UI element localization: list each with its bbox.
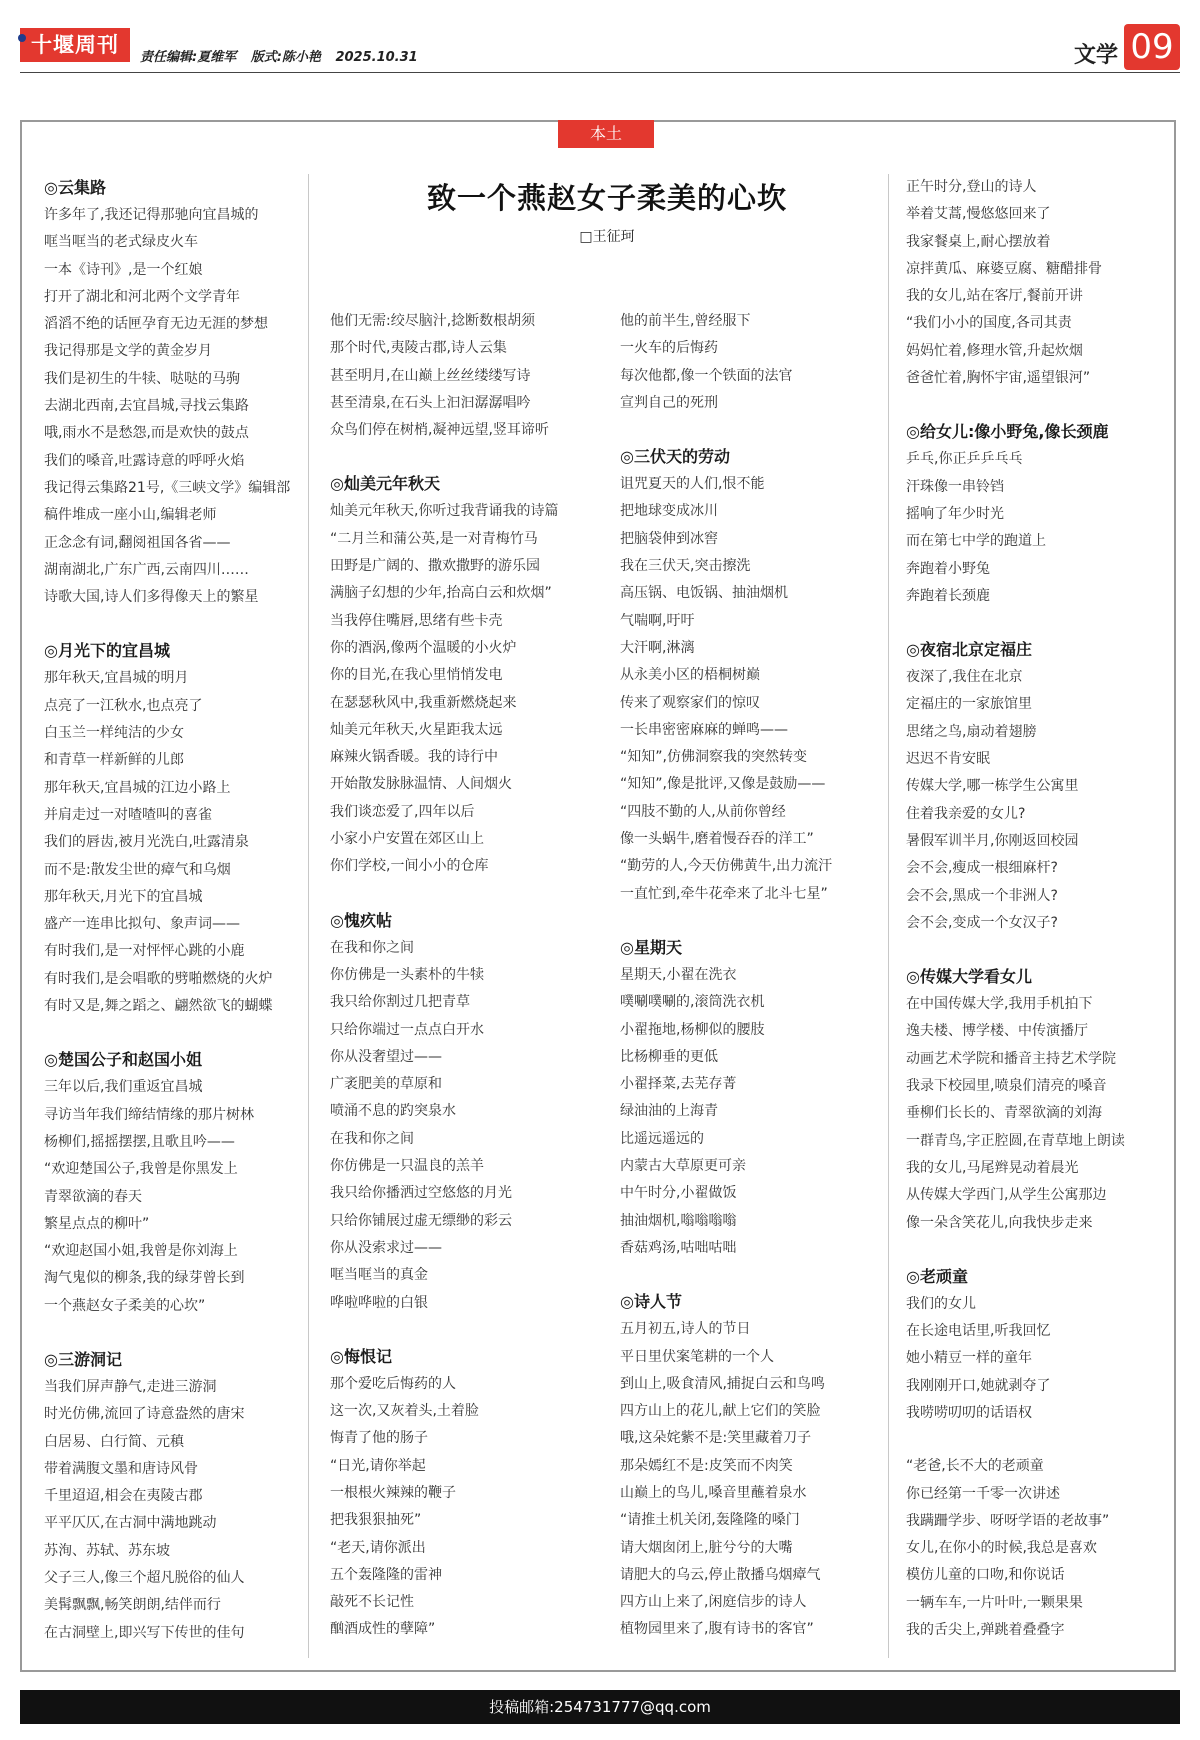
poem-line: 有时又是,舞之蹈之、翩然欲飞的蝴蝶 bbox=[44, 998, 273, 1015]
poem-line: 白居易、白行简、元稹 bbox=[44, 1433, 184, 1450]
poem-line: 我们的唇齿,被月光洗白,吐露清泉 bbox=[44, 834, 249, 851]
poem-block bbox=[906, 636, 1161, 937]
poem-line: 传来了观察家们的惊叹 bbox=[620, 694, 760, 711]
poem-line: 把我狠狠抽死” bbox=[330, 1512, 422, 1529]
poem-line: 气喘啊,吁吁 bbox=[620, 612, 695, 629]
poem-line: 一长串密密麻麻的蝉鸣—— bbox=[620, 721, 788, 738]
poem-line: 满脑子幻想的少年,抬高白云和炊烟” bbox=[330, 585, 552, 602]
column-4 bbox=[906, 174, 1161, 1670]
poem-line: 时光仿佛,流回了诗意盎然的唐宋 bbox=[44, 1406, 245, 1423]
poem-line: 而在第七中学的跑道上 bbox=[906, 533, 1046, 550]
poem-line: 一直忙到,牵牛花牵来了北斗七星” bbox=[620, 885, 828, 902]
poem-line: 中午时分,小翟做饭 bbox=[620, 1185, 737, 1202]
poem-line: 和青草一样新鲜的儿郎 bbox=[44, 752, 184, 769]
poem-line: 夜深了,我住在北京 bbox=[906, 669, 1023, 686]
poem-line: 哦,这朵姹紫不是:笑里藏着刀子 bbox=[620, 1430, 812, 1447]
poem-line: 凉拌黄瓜、麻婆豆腐、糖醋排骨 bbox=[906, 260, 1102, 277]
poem-line: 青翠欲滴的春天 bbox=[44, 1188, 142, 1205]
poem-line: “知知”,像是批评,又像是鼓励—— bbox=[620, 776, 826, 793]
poem-line: 一个燕赵女子柔美的心坎” bbox=[44, 1297, 206, 1314]
editor-info bbox=[140, 46, 428, 65]
poem-block bbox=[330, 308, 590, 444]
poem-line: 从传媒大学西门,从学生公寓那边 bbox=[906, 1187, 1107, 1204]
poem-block bbox=[906, 174, 1161, 392]
poem-line: 妈妈忙着,修理水管,升起炊烟 bbox=[906, 342, 1083, 359]
poem-line: 这一次,又灰着头,土着脸 bbox=[330, 1403, 479, 1420]
poem-block bbox=[906, 1453, 1161, 1644]
poem-line: 湖南湖北,广东广西,云南四川…… bbox=[44, 561, 249, 578]
poem-line: 在中国传媒大学,我用手机拍下 bbox=[906, 996, 1093, 1013]
section-name: 文学 bbox=[1073, 43, 1118, 68]
poem-line: “四肢不勤的人,从前你曾经 bbox=[620, 803, 786, 820]
poem-line: 酗酒成性的孽障” bbox=[330, 1621, 436, 1638]
poem-line: 杨柳们,摇摇摆摆,且歌且吟—— bbox=[44, 1133, 235, 1150]
poem-line: 我在三伏天,突击擦洗 bbox=[620, 558, 751, 575]
poem-line: 抽油烟机,嗡嗡嗡嗡 bbox=[620, 1212, 737, 1229]
poem-block bbox=[620, 308, 880, 417]
poem-line: 我记得云集路21号,《三峡文学》编辑部 bbox=[44, 479, 291, 496]
poem-block bbox=[330, 1343, 590, 1644]
poem-line: 汗珠像一串铃铛 bbox=[906, 478, 1004, 495]
poem-line: 一群青鸟,字正腔圆,在青草地上朗读 bbox=[906, 1132, 1125, 1149]
poem-title: ◎三游洞记 bbox=[44, 1349, 122, 1369]
poem-line: 滔滔不绝的话匣孕育无边无涯的梦想 bbox=[44, 316, 268, 333]
poem-block bbox=[44, 174, 294, 611]
poem-line: 寻访当年我们缔结情缘的那片树林 bbox=[44, 1106, 254, 1123]
poem-line: 在我和你之间 bbox=[330, 1130, 414, 1147]
poem-line: 女儿,在你小的时候,我总是喜欢 bbox=[906, 1540, 1097, 1557]
poem-line: 奔跑着长颈鹿 bbox=[906, 587, 990, 604]
poem-line: 灿美元年秋天,火星距我太远 bbox=[330, 721, 503, 738]
poem-block bbox=[620, 934, 880, 1262]
poem-line: 四方山上来了,闲庭信步的诗人 bbox=[620, 1594, 807, 1611]
issue-date: 2025.10.31 bbox=[335, 50, 418, 65]
poem-line: 从永美小区的梧桐树巅 bbox=[620, 667, 760, 684]
poem-line: 一根根火辣辣的鞭子 bbox=[330, 1484, 456, 1501]
poem-line: 你的目光,在我心里悄悄发电 bbox=[330, 667, 503, 684]
poem-line: 我只给你割过几把青草 bbox=[330, 994, 470, 1011]
poem-line: 会不会,瘦成一根细麻杆? bbox=[906, 860, 1058, 877]
poem-line: 把地球变成冰川 bbox=[620, 503, 718, 520]
poem-line: “我们小小的国度,各司其责 bbox=[906, 315, 1072, 332]
poem-line: 动画艺术学院和播音主持艺术学院 bbox=[906, 1050, 1116, 1067]
poem-line: 你的酒涡,像两个温暖的小火炉 bbox=[330, 639, 517, 656]
poem-line: 美髯飘飘,畅笑朗朗,结伴而行 bbox=[44, 1597, 221, 1614]
poem-line: 只给你铺展过虚无缥缈的彩云 bbox=[330, 1212, 512, 1229]
poem-line: 平平仄仄,在古洞中满地跳动 bbox=[44, 1515, 217, 1532]
poem-block bbox=[330, 907, 590, 1317]
poem-line: 苏洵、苏轼、苏东坡 bbox=[44, 1542, 170, 1559]
poem-line: 哐当哐当的老式绿皮火车 bbox=[44, 234, 198, 251]
poem-line: 平日里伏案笔耕的一个人 bbox=[620, 1348, 774, 1365]
poem-line: 喷涌不息的趵突泉水 bbox=[330, 1103, 456, 1120]
layout-name: 版式:陈小艳 bbox=[250, 50, 321, 65]
poem-line: 灿美元年秋天,你听过我背诵我的诗篇 bbox=[330, 503, 559, 520]
poem-line: 他的前半生,曾经服下 bbox=[620, 313, 751, 329]
poem-line: 打开了湖北和河北两个文学青年 bbox=[44, 288, 240, 305]
content-frame bbox=[20, 120, 1176, 1672]
poem-block bbox=[620, 1288, 880, 1644]
poem-line: 正念念有词,翻阅祖国各省—— bbox=[44, 534, 231, 551]
poem-block bbox=[44, 1346, 294, 1647]
poem-line: 你从没索求过—— bbox=[330, 1239, 442, 1256]
poem-line: “日光,请你举起 bbox=[330, 1457, 426, 1474]
poem-line: 正午时分,登山的诗人 bbox=[906, 179, 1037, 195]
poem-line: 比遥远遥远的 bbox=[620, 1130, 704, 1147]
poem-block bbox=[906, 963, 1161, 1237]
poem-title: ◎星期天 bbox=[620, 937, 682, 957]
poem-line: 请肥大的乌云,停止散播乌烟瘴气 bbox=[620, 1566, 821, 1583]
poem-line: 我唠唠叨叨的话语权 bbox=[906, 1404, 1032, 1421]
poem-title: ◎月光下的宜昌城 bbox=[44, 641, 170, 661]
poem-line: 像一头蜗牛,磨着慢吞吞的洋工” bbox=[620, 831, 814, 848]
poem-line: 淘气鬼似的柳条,我的绿芽曾长到 bbox=[44, 1270, 245, 1287]
poem-line: 比杨柳垂的更低 bbox=[620, 1048, 718, 1065]
poem-title: ◎楚国公子和赵国小姐 bbox=[44, 1050, 202, 1070]
poem-line: 把脑袋伸到冰窖 bbox=[620, 530, 718, 547]
poem-line: 一辆车车,一片叶叶,一颗果果 bbox=[906, 1594, 1083, 1611]
poem-line: 开始散发脉脉温情、人间烟火 bbox=[330, 776, 512, 793]
column-3 bbox=[620, 308, 880, 1670]
poem-line: 去湖北西南,去宜昌城,寻找云集路 bbox=[44, 398, 249, 415]
header-divider bbox=[20, 72, 1180, 73]
poem-line: 你们学校,一间小小的仓库 bbox=[330, 858, 489, 875]
poem-title: ◎老顽童 bbox=[906, 1266, 968, 1286]
poem-line: 在长途电话里,听我回忆 bbox=[906, 1323, 1051, 1340]
poem-title: ◎悔恨记 bbox=[330, 1346, 392, 1366]
poem-line: 千里迢迢,相会在夷陵古郡 bbox=[44, 1488, 203, 1505]
poem-line: 你仿佛是一只温良的羔羊 bbox=[330, 1158, 484, 1175]
poem-line: 那年秋天,月光下的宜昌城 bbox=[44, 888, 203, 905]
poem-line: 传媒大学,哪一栋学生公寓里 bbox=[906, 778, 1079, 795]
poem-block bbox=[44, 637, 294, 1020]
poem-line: 点亮了一江秋水,也点亮了 bbox=[44, 697, 203, 714]
poem-line: 举着艾蒿,慢悠悠回来了 bbox=[906, 206, 1051, 223]
poem-line: 五月初五,诗人的节日 bbox=[620, 1321, 751, 1338]
poem-line: 山巅上的鸟儿,嗓音里蘸着泉水 bbox=[620, 1484, 807, 1501]
poem-line: 每次他都,像一个铁面的法官 bbox=[620, 367, 793, 384]
poem-line: 我记得那是文学的黄金岁月 bbox=[44, 343, 212, 360]
poem-title: ◎灿美元年秋天 bbox=[330, 474, 440, 494]
submission-email-footer: 投稿邮箱:254731777@qq.com bbox=[20, 1690, 1180, 1724]
column-2 bbox=[330, 308, 590, 1670]
poem-line: 而不是:散发尘世的瘴气和乌烟 bbox=[44, 861, 231, 878]
poem-line: 小翟拖地,杨柳似的腰肢 bbox=[620, 1021, 765, 1038]
poem-line: “勤劳的人,今天仿佛黄牛,出力流汗 bbox=[620, 858, 833, 875]
poem-line: 白玉兰一样纯洁的少女 bbox=[44, 725, 184, 742]
column-1 bbox=[44, 174, 294, 1673]
page-number: 09 bbox=[1124, 24, 1180, 70]
poem-block bbox=[906, 1263, 1161, 1427]
poem-line: 高压锅、电饭锅、抽油烟机 bbox=[620, 585, 788, 602]
poem-line: 广袤肥美的草原和 bbox=[330, 1076, 442, 1093]
poem-line: 在古洞壁上,即兴写下传世的佳句 bbox=[44, 1624, 245, 1641]
poem-line: “欢迎赵国小姐,我曾是你刘海上 bbox=[44, 1243, 238, 1260]
poem-line: 诅咒夏天的人们,恨不能 bbox=[620, 476, 765, 493]
page-header bbox=[20, 24, 1180, 72]
poem-line: 我们是初生的牛犊、哒哒的马驹 bbox=[44, 370, 240, 387]
poem-title: ◎三伏天的劳动 bbox=[620, 447, 730, 467]
poem-line: 有时我们,是一对怦怦心跳的小鹿 bbox=[44, 943, 245, 960]
article-byline: □王征珂 bbox=[579, 229, 635, 245]
poem-title: ◎夜宿北京定福庄 bbox=[906, 640, 1032, 660]
poem-line: 带着满腹文墨和唐诗风骨 bbox=[44, 1460, 198, 1477]
poem-line: 我录下校园里,喷泉们清亮的嗓音 bbox=[906, 1078, 1107, 1095]
poem-line: 甚至明月,在山巅上丝丝缕缕写诗 bbox=[330, 367, 531, 384]
poem-line: 并肩走过一对喳喳叫的喜雀 bbox=[44, 806, 212, 823]
poem-line: 像一朵含笑花儿,向我快步走来 bbox=[906, 1214, 1093, 1231]
poem-line: 父子三人,像三个超凡脱俗的仙人 bbox=[44, 1570, 245, 1587]
poem-line: 定福庄的一家旅馆里 bbox=[906, 696, 1032, 713]
poem-line: 五个轰隆隆的雷神 bbox=[330, 1566, 442, 1583]
column-divider bbox=[888, 174, 889, 1658]
article-headline: 致一个燕赵女子柔美的心坎 bbox=[426, 181, 787, 215]
poem-line: 暑假军训半月,你刚返回校园 bbox=[906, 832, 1079, 849]
poem-line: 四方山上的花儿,献上它们的笑脸 bbox=[620, 1403, 821, 1420]
poem-line: 那个爱吃后悔药的人 bbox=[330, 1375, 456, 1392]
poem-line: 我蹒跚学步、呀呀学语的老故事” bbox=[906, 1512, 1110, 1529]
poem-line: 爸爸忙着,胸怀宇宙,遥望银河” bbox=[906, 370, 1091, 387]
poem-line: 我的女儿,站在客厅,餐前开讲 bbox=[906, 288, 1083, 305]
poem-line: 悔青了他的肠子 bbox=[330, 1430, 428, 1447]
poem-line: 哗啦哗啦的白银 bbox=[330, 1294, 428, 1311]
poem-line: 我只给你播洒过空悠悠的月光 bbox=[330, 1185, 512, 1202]
poem-line: “请推土机关闭,轰隆隆的嗓门 bbox=[620, 1512, 800, 1529]
poem-line: 甚至清泉,在石头上汩汩潺潺唱吟 bbox=[330, 394, 531, 411]
poem-line: 敲死不长记性 bbox=[330, 1594, 414, 1611]
poem-block bbox=[906, 418, 1161, 610]
poem-line: 在我和你之间 bbox=[330, 939, 414, 956]
poem-line: 那个时代,夷陵古郡,诗人云集 bbox=[330, 340, 507, 357]
section-tag: 本土 bbox=[558, 120, 654, 148]
poem-line: “二月兰和蒲公英,是一对青梅竹马 bbox=[330, 530, 538, 547]
poem-line: 宣判自己的死刑 bbox=[620, 394, 718, 411]
poem-title: ◎愧疚帖 bbox=[330, 910, 392, 930]
poem-line: 到山上,吸食清风,捕捉白云和鸟鸣 bbox=[620, 1375, 825, 1392]
poem-line: 会不会,黑成一个非洲人? bbox=[906, 887, 1058, 904]
poem-line: 稿件堆成一座小山,编辑老师 bbox=[44, 507, 217, 524]
poem-line: 我的女儿,马尾辫晃动着晨光 bbox=[906, 1159, 1079, 1176]
poem-line: 她小精豆一样的童年 bbox=[906, 1350, 1032, 1367]
poem-line: 植物园里来了,腹有诗书的客官” bbox=[620, 1621, 814, 1638]
poem-line: 内蒙古大草原更可亲 bbox=[620, 1158, 746, 1175]
poem-line: 模仿儿童的口吻,和你说话 bbox=[906, 1567, 1065, 1584]
poem-block bbox=[44, 1046, 294, 1320]
poem-title: ◎传媒大学看女儿 bbox=[906, 967, 1032, 987]
poem-line: 小翟择菜,去芜存菁 bbox=[620, 1076, 737, 1093]
poem-line: 迟迟不肯安眠 bbox=[906, 751, 990, 768]
poem-line: 麻辣火锅香暖。我的诗行中 bbox=[330, 749, 498, 766]
poem-line: 你已经第一千零一次讲述 bbox=[906, 1485, 1060, 1502]
poem-line: 大汗啊,淋漓 bbox=[620, 639, 695, 656]
poem-line: 哦,雨水不是愁怨,而是欢快的鼓点 bbox=[44, 425, 249, 442]
poem-line: 我们谈恋爱了,四年以后 bbox=[330, 803, 475, 820]
poem-line: 有时我们,是会唱歌的劈啪燃烧的火炉 bbox=[44, 970, 273, 987]
poem-line: “老天,请你派出 bbox=[330, 1539, 426, 1556]
poem-line: 当我们屏声静气,走进三游洞 bbox=[44, 1378, 217, 1395]
poem-line: 当我停住嘴唇,思绪有些卡壳 bbox=[330, 612, 503, 629]
poem-block bbox=[330, 470, 590, 880]
poem-line: “知知”,仿佛洞察我的突然转变 bbox=[620, 749, 807, 766]
poem-title: ◎诗人节 bbox=[620, 1292, 682, 1312]
poem-line: 许多年了,我还记得那驰向宜昌城的 bbox=[44, 207, 259, 223]
editor-name: 责任编辑:夏维军 bbox=[140, 50, 237, 65]
poem-line: 田野是广阔的、撒欢撒野的游乐园 bbox=[330, 558, 540, 575]
poem-line: 摇响了年少时光 bbox=[906, 505, 1004, 522]
poem-title: ◎云集路 bbox=[44, 178, 106, 197]
poem-line: 诗歌大国,诗人们多得像天上的繁星 bbox=[44, 589, 259, 606]
poem-line: 在瑟瑟秋风中,我重新燃烧起来 bbox=[330, 694, 517, 711]
poem-block bbox=[620, 443, 880, 908]
poem-line: 会不会,变成一个女汉子? bbox=[906, 914, 1058, 931]
poem-line: 我家餐桌上,耐心摆放着 bbox=[906, 233, 1051, 250]
poem-line: 只给你端过一点点白开水 bbox=[330, 1021, 484, 1038]
poem-line: 盛产一连串比拟句、象声词—— bbox=[44, 916, 240, 933]
poem-line: 一本《诗刊》,是一个红娘 bbox=[44, 261, 203, 278]
poem-line: 一火车的后悔药 bbox=[620, 340, 718, 357]
poem-line: 星期天,小翟在洗衣 bbox=[620, 966, 737, 983]
poem-line: 住着我亲爱的女儿? bbox=[906, 805, 1026, 822]
poem-line: “欢迎楚国公子,我曾是你黑发上 bbox=[44, 1161, 238, 1178]
poem-line: 众鸟们停在树梢,凝神远望,竖耳谛听 bbox=[330, 422, 549, 439]
poem-line: 三年以后,我们重返宜昌城 bbox=[44, 1079, 203, 1096]
poem-line: 思绪之鸟,扇动着翅膀 bbox=[906, 723, 1037, 740]
poem-line: 小家小户安置在郊区山上 bbox=[330, 831, 484, 848]
poem-line: 绿油油的上海青 bbox=[620, 1103, 718, 1120]
poem-line: 奔跑着小野兔 bbox=[906, 560, 990, 577]
poem-line: 繁星点点的柳叶” bbox=[44, 1215, 150, 1232]
column-divider bbox=[308, 174, 309, 1658]
poem-line: 我刚刚开口,她就剥夺了 bbox=[906, 1377, 1051, 1394]
poem-line: 你仿佛是一头素朴的牛犊 bbox=[330, 966, 484, 983]
poem-line: “老爸,长不大的老顽童 bbox=[906, 1458, 1044, 1475]
poem-line: 香菇鸡汤,咕咄咕咄 bbox=[620, 1239, 737, 1256]
poem-title: ◎给女儿:像小野兔,像长颈鹿 bbox=[906, 422, 1109, 442]
poem-line: 我们的嗓音,吐露诗意的呼呼火焰 bbox=[44, 452, 245, 469]
poem-line: 他们无需:绞尽脑汁,捻断数根胡须 bbox=[330, 313, 536, 329]
poem-line: 我的舌尖上,弹跳着叠叠字 bbox=[906, 1622, 1065, 1639]
poem-line: 那年秋天,宜昌城的明月 bbox=[44, 670, 189, 687]
poem-line: 那朵嫣红不是:皮笑而不肉笑 bbox=[620, 1457, 793, 1474]
poem-line: 我们的女儿 bbox=[906, 1295, 976, 1312]
newspaper-logo: 十堰周刊 bbox=[20, 28, 130, 62]
poem-line: 乒乓,你正乒乒乓乓 bbox=[906, 451, 1023, 468]
poem-line: 请大烟囱闭上,脏兮兮的大嘴 bbox=[620, 1539, 793, 1556]
poem-line: 垂柳们长长的、青翠欲滴的刘海 bbox=[906, 1105, 1102, 1122]
poem-line: 逸夫楼、博学楼、中传演播厅 bbox=[906, 1023, 1088, 1040]
poem-line: 噗唰噗唰的,滚筒洗衣机 bbox=[620, 994, 765, 1011]
poem-line: 哐当哐当的真金 bbox=[330, 1267, 428, 1284]
poem-line: 你从没奢望过—— bbox=[330, 1048, 442, 1065]
poem-line: 那年秋天,宜昌城的江边小路上 bbox=[44, 779, 231, 796]
